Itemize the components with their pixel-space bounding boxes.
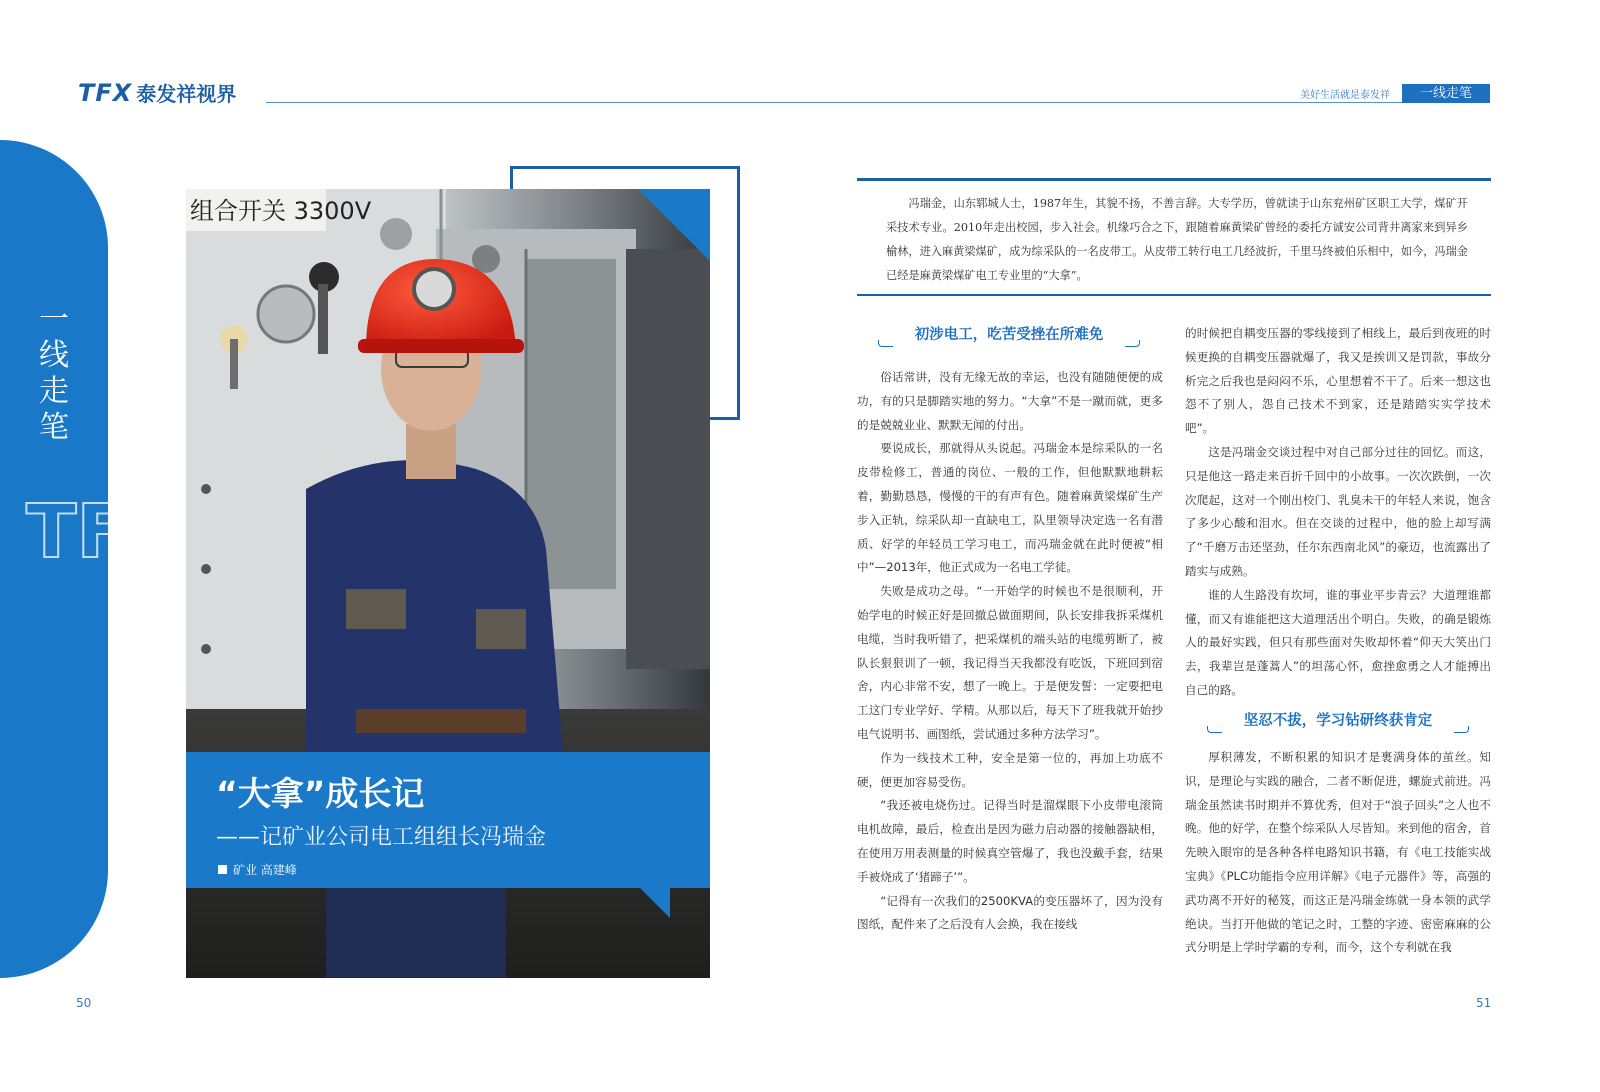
paragraph: 俗话常讲，没有无缘无故的幸运，也没有随随便便的成功，有的只是脚踏实地的努力。“大拿”不是一蹴而就，更多的是兢兢业业、默默无闻的付出。: [857, 370, 1163, 432]
paragraph: “我还被电烧伤过。记得当时是溜煤眼下小皮带电滚筒电机故障，最后，检查出是因为磁力启动器的接触器缺相，在使用万用表测量的时候真空管爆了，我也没戴手套，结果手被烧成了‘猪蹄子’”。: [857, 798, 1163, 884]
heading-bracket-right: [1125, 340, 1140, 347]
paragraph: 要说成长，那就得从头说起。冯瑞金本是综采队的一名皮带检修工，普通的岗位、一般的工作，但他默默地耕耘着，勤勤恳恳，慢慢的干的有声有色。随着麻黄梁煤矿生产步入正轨，综采队却一直缺电工，队里领导决定选一名有潜质、好学的年轻员工学习电工，而冯瑞金就在此时便被“相中”—2013年，他正式成为一名电工学徒。: [857, 441, 1163, 575]
article-subtitle: ——记矿业公司电工组组长冯瑞金: [216, 825, 547, 850]
side-band-title: 一线走笔: [39, 302, 69, 445]
paragraph: 失败是成功之母。“一开始学的时候也不是很顺利，开始学电的时候正好是回撤总做面期间，队长安排我拆采煤机电缆，当时我听错了，把采煤机的端头站的电缆剪断了，被队长狠狠训了一顿，我记得当天我都没有吃饭，下班回到宿舍，内心非常不安，想了一晚上。于是便发誓：一定要把电工这门专业学好、学精。从那以后，每天下了班我就开始抄电气说明书、画图纸，尝试通过多种方法学习”。: [857, 584, 1163, 741]
paragraph: 作为一线技术工种，安全是第一位的，再加上功底不硬，便更加容易受伤。: [857, 750, 1163, 789]
section-heading-2-text: 坚忍不拔，学习钻研终获肯定: [1243, 713, 1433, 729]
section-heading-2: [1207, 711, 1469, 733]
header-rule: [266, 102, 1402, 103]
page-number-left: 50: [76, 996, 92, 1010]
article-title: “大拿”成长记: [216, 774, 425, 813]
section-heading-1: [878, 325, 1140, 347]
byline-square-icon: [218, 865, 227, 874]
heading-bracket-right: [1454, 726, 1469, 733]
body-column-2-bottom: [1185, 746, 1491, 960]
byline-text: 矿业 高建峰: [233, 863, 297, 877]
photo-corner-accent: [638, 189, 710, 261]
section-tag: 一线走笔: [1402, 84, 1490, 103]
article-byline: [218, 861, 297, 878]
body-column-1: [857, 366, 1163, 937]
paragraph: 厚积薄发，不断积累的知识才是裹满身体的茧丝。知识，是理论与实践的融合，二者不断促进，螺旋式前进。冯瑞金虽然读书时期并不算优秀，但对于“浪子回头”之人也不晚。他的好学，在整个综采队人尽皆知。来到他的宿舍，首先映入眼帘的是各种各样电路知识书籍，有《电工技能实战宝典》《PLC功能指令应用详解》《电子元器件》等，高强的武功离不开好的秘笈，而这正是冯瑞金练就一身本领的武学绝诀。当打开他做的笔记之时，工整的字迹、密密麻麻的公式分明是上学时学霸的专利，而今，这个专利就在我: [1185, 750, 1491, 955]
intro-rule-top: [857, 178, 1491, 181]
logo-latin: TFX: [78, 79, 133, 107]
logo-cn: 泰发祥视界: [136, 82, 237, 106]
side-band-watermark: TFX: [26, 489, 185, 575]
section-heading-1-text: 初涉电工，吃苦受挫在所难免: [914, 327, 1104, 343]
photo-sign-text: 组合开关 3300V: [190, 197, 372, 225]
intro-rule-bottom: [857, 294, 1491, 296]
magazine-logo: [78, 78, 236, 107]
header-slogan: 美好生活就是泰发祥: [1300, 90, 1390, 101]
page-number-right: 51: [1476, 996, 1492, 1010]
paragraph: 谁的人生路没有坎坷，谁的事业平步青云？大道理谁都懂，而又有谁能把这大道理活出个明白。失败，的确是锻炼人的最好实践，但只有那些面对失败却怀着“仰天大笑出门去，我辈岂是蓬蒿人”的坦荡心怀，愈挫愈勇之人才能搏出自己的路。: [1185, 587, 1491, 697]
paragraph: 的时候把自耦变压器的零线接到了相线上，最后到夜班的时候更换的自耦变压器就爆了，我又是挨训又是罚款，事故分析完之后我也是闷闷不乐，心里想着不干了。后来一想这也怨不了别人，怨自己技术不到家，还是踏踏实实学技术吧”。: [1185, 326, 1491, 436]
title-box-notch: [640, 888, 670, 918]
article-intro: 冯瑞金，山东郓城人士，1987年生，其貌不扬，不善言辞。大专学历，曾就读于山东兖州矿区职工大学，煤矿开采技术专业。2010年走出校园，步入社会。机缘巧合之下，跟随着麻黄梁矿曾经的委托方诚安公司背井离家来到异乡榆林，进入麻黄梁煤矿，成为综采队的一名皮带工。从皮带工转行电工几经波折，千里马终被伯乐相中，如今，冯瑞金已经是麻黄梁煤矿电工专业里的“大拿”。: [886, 197, 1468, 282]
paragraph: “记得有一次我们的2500KVA的变压器坏了，因为没有图纸，配件来了之后没有人会换，我在接线: [857, 893, 1163, 932]
paragraph: 这是冯瑞金交谈过程中对自己部分过往的回忆。而这，只是他这一路走来百折千回中的小故事。一次次跌倒，一次次爬起，这对一个刚出校门、乳臭未干的年轻人来说，饱含了多少心酸和泪水。但在交谈的过程中，他的脸上却写满了“千磨万击还坚劲，任尔东西南北风”的豪迈，也流露出了踏实与成熟。: [1185, 444, 1491, 578]
body-column-2: [1185, 322, 1491, 703]
